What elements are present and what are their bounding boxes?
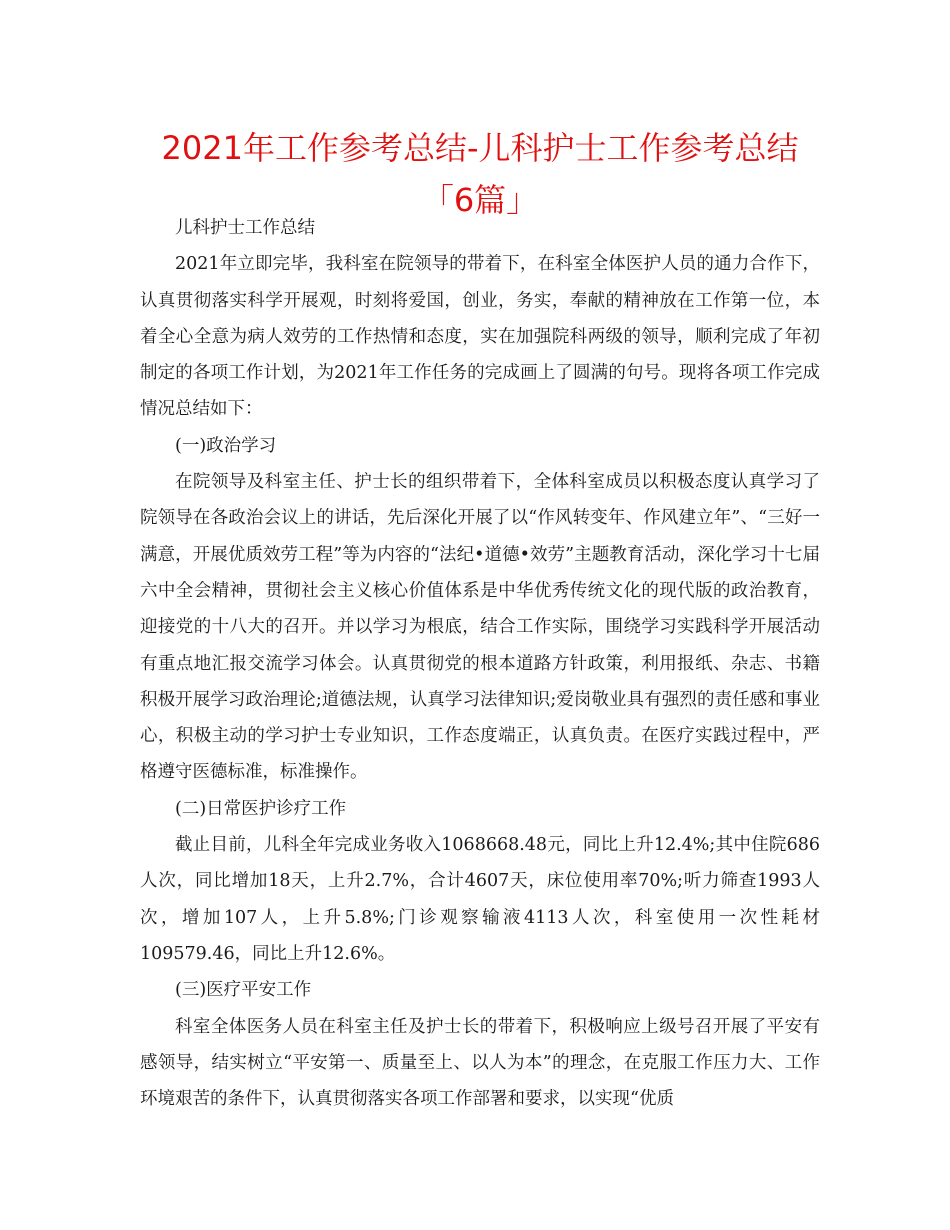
document-body: [140, 210, 820, 1117]
paragraph-political-study: 在院领导及科室主任、护士长的组织带着下，全体科室成员以积极态度认真学习了院领导在各政治会议上的讲话，先后深化开展了以“作风转变年、作风建立年”、“三好一满意，开展优质效劳工程”等为内容的“法纪•道德•效劳”主题教育活动，深化学习十七届六中全会精神，贯彻社会主义核心价值体系是中华优秀传统文化的现代版的政治教育，迎接党的十八大的召开。并以学习为根底，结合工作实际，围绕学习实践科学开展活动有重点地汇报交流学习体会。认真贯彻党的根本道路方针政策，利用报纸、杂志、书籍积极开展学习政治理论;道德法规，认真学习法律知识;爱岗敬业具有强烈的责任感和事业心，积极主动的学习护士专业知识，工作态度端正，认真负责。在医疗实践过程中，严格遵守医德标准，标准操作。: [140, 472, 820, 783]
title-line-2: 「6篇」: [421, 181, 539, 219]
section-heading-daily-work: (二)日常医护诊疗工作: [175, 798, 347, 819]
section-heading-safety: (三)医疗平安工作: [175, 980, 312, 1001]
paragraph-safety: 科室全体医务人员在科室主任及护士长的带着下，积极响应上级号召开展了平安有感领导，结实树立“平安第一、质量至上、以人为本”的理念，在克服工作压力大、工作环境艰苦的条件下，认真贯彻落实各项工作部署和要求，以实现“优质: [140, 1016, 820, 1110]
section-heading: 儿科护士工作总结: [175, 218, 315, 238]
section-heading-political-study: (一)政治学习: [175, 435, 277, 456]
paragraph-daily-work: 截止目前，儿科全年完成业务收入1068668.48元，同比上升12.4%;其中住院686人次，同比增加18天，上升2.7%，合计4607天，床位使用率70%;听力筛查1993人次，增加107人，上升5.8%;门诊观察输液4113人次，科室使用一次性耗材109579.46，同比上升12.6%。: [140, 835, 820, 964]
paragraph-intro: 2021年立即完毕，我科室在院领导的带着下，在科室全体医护人员的通力合作下，认真贯彻落实科学开展观，时刻将爱国，创业，务实，奉献的精神放在工作第一位，本着全心全意为病人效劳的工作热情和态度，实在加强院科两级的领导，顺利完成了年初制定的各项工作计划，为2021年工作任务的完成画上了圆满的句号。现将各项工作完成情况总结如下：: [140, 254, 820, 420]
title-line-1: 2021年工作参考总结-儿科护士工作参考总结: [161, 129, 799, 167]
